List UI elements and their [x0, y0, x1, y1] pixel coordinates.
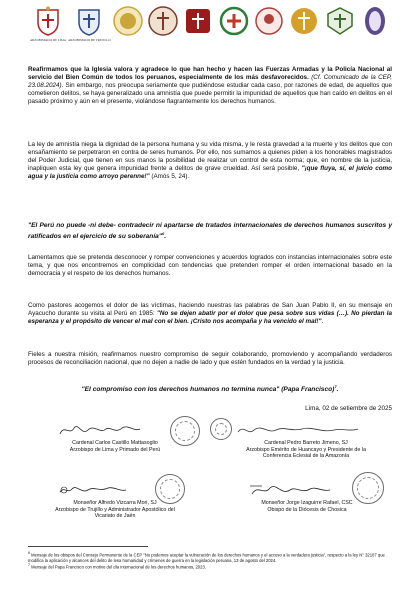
signature-block-castillo [30, 420, 200, 453]
body-text: Sin embargo, nos preocupa seriamente que pudiéndose estudiar cada caso, por razones de edad, de aquellos que cometieron delitos, se haya generalizado una amnistía que puede permitir la impunidad de aquellos que han caído en delitos en el pasado próximo y aún en el presente, violándose flagrantemente los derechos humanos. [28, 82, 392, 106]
signature-block-vizcarra [30, 480, 200, 520]
body-text: La ley de amnistía niega la dignidad de la persona humana y su vida misma, y le resta gravedad a la muerte y los delitos que con ensañamiento se perpetraron en contra de seres humanos. Por ello, nos sumamos a quienes piden a los honorables magistrados del Poder Judicial, que tienen en sus manos la posibilidad de realizar un control de esta norma; que, en nombre de la justicia, inapliquen esta ley que genera impunidad frente a delitos de grave crueldad. Así será posible, [28, 141, 392, 173]
header-logos [28, 6, 392, 54]
round-seal-icon [325, 6, 355, 36]
quote-text: "¡que fluya, sí, el juicio como agua y la justicia como arroyo perenne!" [28, 165, 392, 181]
signer-name: Monseñor Alfredo Vizcarra Mori, SJ [73, 500, 157, 506]
document-date: Lima, 02 de setiembre de 2025 [305, 405, 392, 412]
round-seal-icon [254, 6, 284, 36]
signer-name: Cardenal Carlos Castillo Mattasoglio [72, 440, 158, 446]
footnote-item [28, 563, 392, 570]
quote-text: "No se dejen abatir por el dolor que pesa sobre sus vidas (…). No pierdan la esperanza y el propósito de vencer el mal con el bien. ¡Cristo nos acompaña y ha vencido el mal!" [28, 310, 392, 326]
closing-quote [28, 383, 392, 394]
footnote-text: Mensaje del Papa Francisco con motivo del día internacional de los derechos humanos, 2023. [31, 564, 206, 570]
logo-caption: ARZOBISPADO DE TRUJILLO [67, 38, 111, 42]
seal-logo [252, 6, 286, 36]
footnote-item [28, 551, 392, 563]
paragraph-fieles [28, 351, 392, 367]
official-seal-icon [210, 418, 232, 440]
handwritten-signature [218, 420, 394, 440]
seal-logo [111, 6, 145, 36]
signer-name: Cardenal Pedro Barreto Jimeno, SJ [264, 440, 348, 446]
official-seal-icon [170, 416, 200, 446]
coat-of-arms-icon [33, 6, 63, 36]
body-text: Lamentamos que se pretenda desconocer y romper convenciones y acuerdos logrados con instancias internacionales sobre este tema, y que nos encontremos en complicidad con tendencias que pretenden romper el orden internacional basado en la democracia y el respeto de los derechos humanos. [28, 254, 392, 278]
body-text: Como pastores acogemos el dolor de las víctimas, haciendo nuestras las palabras de San Juan Pablo II, en su mensaje en Ayacucho durante su visita al Perú en 1985: [28, 302, 392, 318]
footnote-number: 6 [28, 551, 30, 555]
round-seal-icon [360, 6, 390, 36]
round-seal-icon [148, 6, 178, 36]
highlight-quote [28, 222, 392, 242]
seal-logo [358, 6, 392, 36]
signer-title: Arzobispo Emérito de Huancayo y Presidente de la [246, 446, 366, 453]
body-text: . [321, 318, 324, 326]
paragraph-ley-amnistia [28, 141, 392, 181]
quote-end: . [164, 233, 167, 241]
logo-caption: ARZOBISPADO DE LIMA [29, 38, 66, 42]
signature-block-izaguirre [222, 480, 392, 513]
footnote-text: Mensaje de los obispos del Consejo Permanente de la CEP "No podemos aceptar la vulneración de los derechos humanos y el acceso a la verdadera justicia", respecto a la ley N° 32107 que modifica la aplicación y alcances del delito de lesa humanidad y crímenes de guerra en la legislación peruana, 13 de agosto del 2024. [28, 552, 385, 563]
round-seal-icon [183, 6, 213, 36]
paragraph-lamentamos [28, 254, 392, 278]
signer-title: Arzobispo de Trujillo y Administrador Apostólico del [55, 506, 175, 513]
signer-title: Conferencia Eclesial de la Amazonía [262, 453, 350, 460]
footnotes [28, 551, 392, 570]
round-seal-icon [113, 6, 143, 36]
quote-end: . [336, 386, 339, 394]
signer-title: Obispo de la Diócesis de Chosica [267, 506, 347, 513]
seal-logo [287, 6, 321, 36]
official-seal-icon [352, 472, 384, 504]
quote-text: "El compromiso con los derechos humanos no termina nunca" (Papa Francisco) [81, 386, 335, 394]
citation-text: (Amós 5, 24). [149, 173, 190, 181]
footnote-ref: 7 [334, 384, 337, 389]
citation-text: (Cf. Comunicado de la CEP, 23.08.2024). [28, 74, 392, 90]
seal-logo [146, 6, 180, 36]
seal-logo [217, 6, 251, 36]
footnote-divider [28, 546, 148, 547]
quote-text: "El Perú no puede -ni debe- contradecir ni apartarse de tratados internacionales de derechos humanos suscritos y ratificados en el ejercicio de su soberanía" [28, 222, 392, 241]
body-text: Fieles a nuestra misión, reafirmamos nuestro compromiso de seguir colaborando, promoviendo y acompañando verdaderos procesos de reconciliación nacional, que no dejen a nadie de lado y que estén fundados en la verdad y la justicia. [28, 351, 392, 367]
paragraph-pastores [28, 302, 392, 326]
seal-logo [323, 6, 357, 36]
footnote-ref: 6 [161, 231, 165, 237]
bold-text: Reafirmamos que la Iglesia valora y agradece lo que han hecho y hacen las Fuerzas Armadas y la Policía Nacional al servicio del Bien Común de todos los peruanos, especialmente de los más desfavorecidos. [28, 66, 392, 82]
round-seal-icon [219, 6, 249, 36]
signer-title: Vicariato de Jaén [94, 513, 136, 520]
signer-name: Monseñor Jorge Izaguirre Rafael, CSC [261, 500, 353, 506]
footnote-number: 7 [28, 563, 30, 568]
arzobispado-lima-logo [28, 6, 68, 42]
signature-block-barreto [218, 420, 394, 460]
signer-title: Arzobispo de Lima y Primado del Perú [69, 446, 161, 453]
coat-of-arms-icon [74, 6, 104, 36]
arzobispado-trujillo-logo [69, 6, 109, 42]
official-seal-icon [155, 474, 185, 504]
seal-logo [181, 6, 215, 36]
round-seal-icon [289, 6, 319, 36]
paragraph-fuerzas-armadas [28, 66, 392, 106]
